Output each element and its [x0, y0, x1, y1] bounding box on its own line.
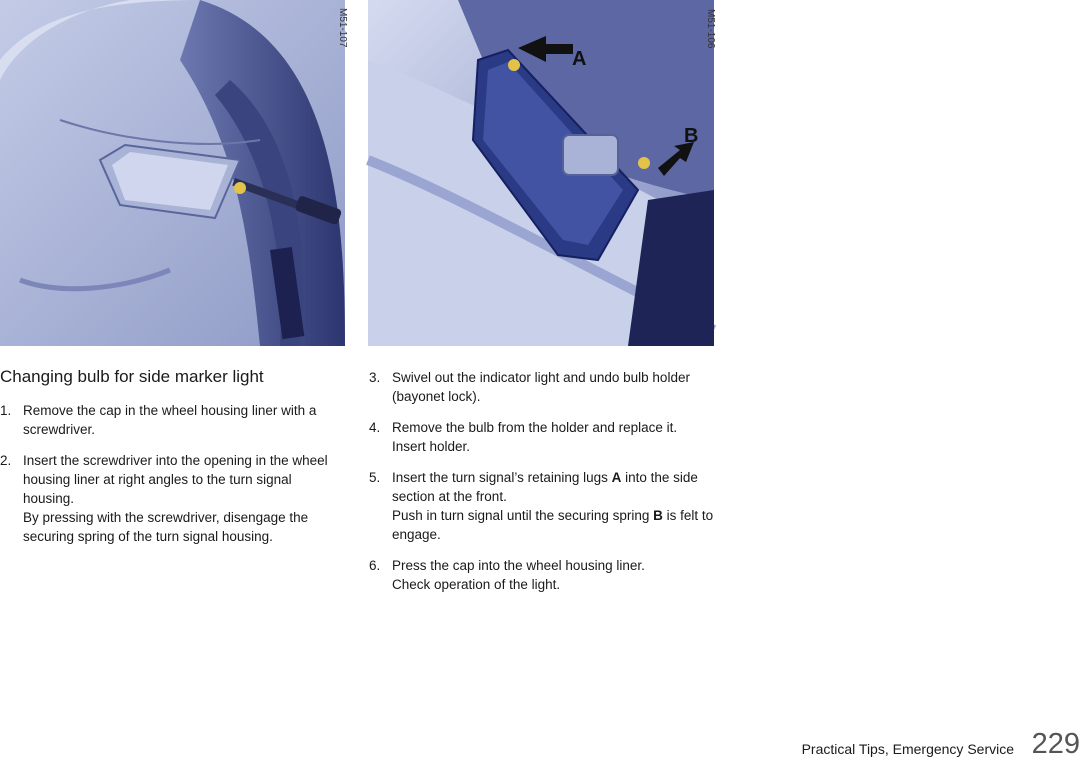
step-number: 2.: [0, 453, 12, 468]
left-column: [0, 366, 345, 558]
step-number: 5.: [369, 470, 381, 485]
list-item: [369, 368, 714, 406]
step-text: Swivel out the indicator light and undo bulb holder (bayonet lock).: [392, 370, 690, 404]
callout-ref-b: B: [653, 508, 663, 523]
step-number: 4.: [369, 420, 381, 435]
figure-code-label: M51-106: [705, 9, 716, 49]
step-text: Insert the screwdriver into the opening in the wheel housing liner at right angles to the turn signal housing.: [23, 453, 328, 506]
section-heading: Changing bulb for side marker light: [0, 367, 264, 386]
instruction-list: [0, 401, 345, 546]
step-number: 1.: [0, 403, 12, 418]
page-number: 229: [1031, 728, 1080, 760]
step-text: Remove the bulb from the holder and replace it. Insert holder.: [392, 420, 678, 454]
step-text: Remove the cap in the wheel housing liner with a screwdriver.: [23, 403, 317, 437]
right-column: [369, 368, 714, 606]
list-item: [369, 556, 714, 594]
text-run: into the side section at the front.: [392, 470, 698, 504]
text-run: Push in turn signal until the securing spring: [392, 508, 654, 523]
list-item: [369, 418, 714, 456]
figure-code-label: M51-107: [337, 8, 348, 48]
page-footer: [760, 719, 1080, 759]
callout-ref-a: A: [611, 470, 622, 485]
step-text: Press the cap into the wheel housing liner.: [392, 558, 645, 573]
footer-section-title: Practical Tips, Emergency Service: [801, 741, 1014, 757]
step-text: Check operation of the light.: [392, 577, 561, 592]
text-run: is felt to engage.: [392, 508, 714, 542]
callout-b-label: B: [684, 125, 699, 147]
callout-a-label: A: [572, 48, 587, 70]
list-item: [369, 468, 714, 544]
step-number: 3.: [369, 370, 381, 385]
step-text: [392, 468, 714, 506]
illustration-turn-signal-install: [368, 0, 714, 346]
instruction-list: [369, 368, 714, 594]
list-item: [0, 451, 345, 546]
list-item: [0, 401, 345, 439]
text-run: Insert the turn signal’s retaining lugs: [392, 470, 612, 485]
illustration-screwdriver-removal: [0, 0, 348, 346]
step-text: [392, 506, 714, 544]
step-number: 6.: [369, 558, 381, 573]
step-text: By pressing with the screwdriver, disengage the securing spring of the turn signal housing.: [23, 510, 309, 544]
